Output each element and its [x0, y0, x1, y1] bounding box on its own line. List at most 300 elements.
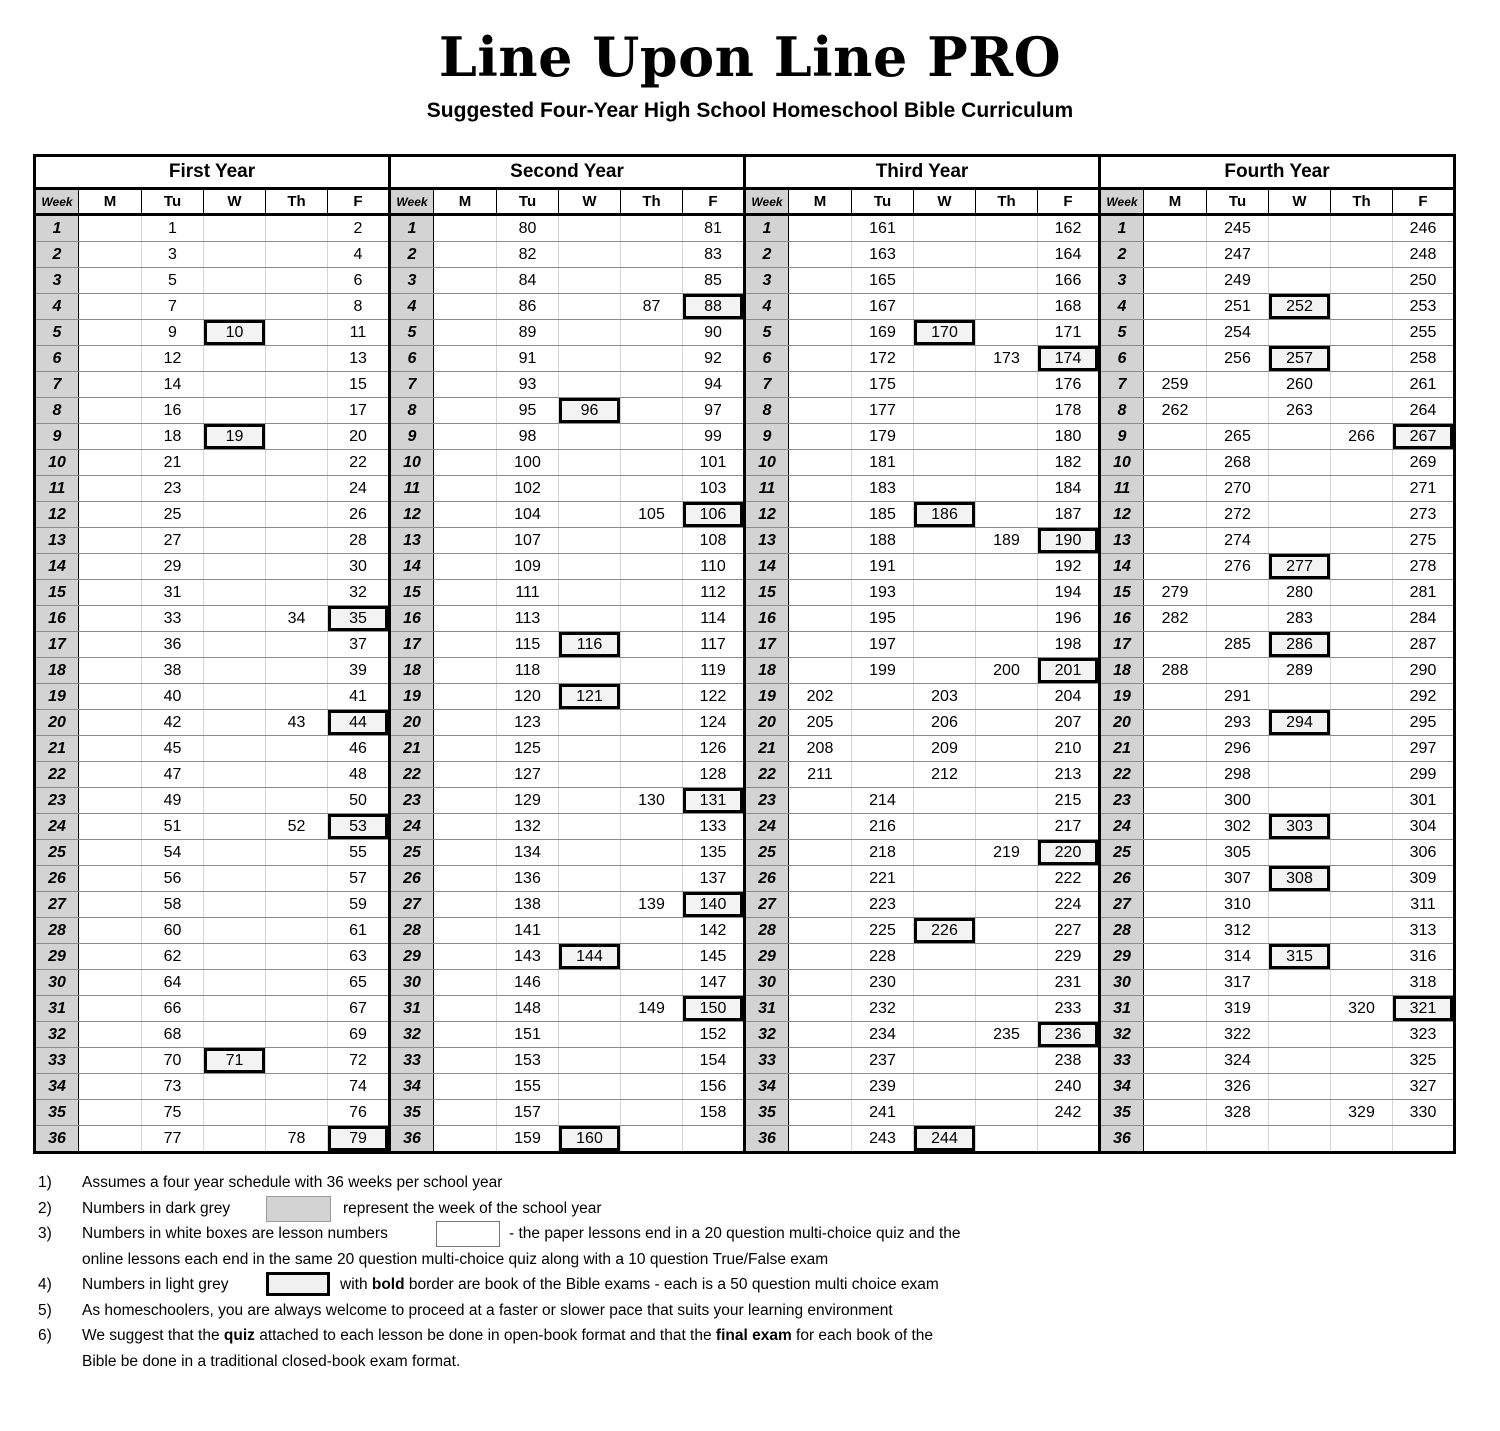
lesson-cell-f: 59 — [328, 892, 390, 918]
lesson-cell-m: 288 — [1144, 658, 1207, 684]
lesson-cell-th — [976, 814, 1038, 840]
lesson-cell-f: 229 — [1038, 944, 1100, 970]
lesson-cell-f: 292 — [1393, 684, 1455, 710]
lesson-cell-m: 202 — [789, 684, 852, 710]
lesson-cell-th — [621, 658, 683, 684]
lesson-cell-w — [1269, 1022, 1331, 1048]
lesson-cell-w — [914, 632, 976, 658]
lesson-cell-w — [1269, 918, 1331, 944]
lesson-cell-f: 309 — [1393, 866, 1455, 892]
lesson-cell-tu: 249 — [1207, 268, 1269, 294]
lesson-cell-tu: 45 — [142, 736, 204, 762]
lesson-cell-tu: 159 — [497, 1126, 559, 1153]
lesson-cell-tu: 291 — [1207, 684, 1269, 710]
week-number-cell: 23 — [1100, 788, 1144, 814]
exam-cell-w: 19 — [204, 424, 266, 450]
lesson-cell-th — [1331, 528, 1393, 554]
week-number-cell: 10 — [745, 450, 789, 476]
exam-cell-w: 116 — [559, 632, 621, 658]
week-number-cell: 14 — [745, 554, 789, 580]
week-number-cell: 8 — [390, 398, 434, 424]
week-number-cell: 21 — [35, 736, 79, 762]
lesson-cell-tu: 9 — [142, 320, 204, 346]
table-row — [35, 398, 1455, 424]
week-number-cell: 34 — [390, 1074, 434, 1100]
lesson-cell-tu: 36 — [142, 632, 204, 658]
week-number-cell: 30 — [35, 970, 79, 996]
table-row — [35, 580, 1455, 606]
week-number-cell: 8 — [1100, 398, 1144, 424]
lesson-cell-m — [1144, 1074, 1207, 1100]
lesson-cell-f — [1038, 1126, 1100, 1153]
lesson-cell-th — [976, 215, 1038, 242]
week-number-cell: 24 — [745, 814, 789, 840]
lesson-cell-w — [1269, 476, 1331, 502]
week-number-cell: 5 — [745, 320, 789, 346]
lesson-cell-th — [266, 736, 328, 762]
lesson-cell-w — [914, 215, 976, 242]
note-text: Bible be done in a traditional closed-book exam format. — [82, 1352, 461, 1370]
lesson-cell-tu: 167 — [852, 294, 914, 320]
column-header-m: M — [434, 189, 497, 215]
note-text-continued: represent the week of the school year — [343, 1199, 602, 1217]
lesson-cell-m — [1144, 684, 1207, 710]
week-number-cell: 26 — [35, 866, 79, 892]
column-header-week: Week — [390, 189, 434, 215]
table-row — [35, 1074, 1455, 1100]
week-number-cell: 7 — [1100, 372, 1144, 398]
lesson-cell-f: 250 — [1393, 268, 1455, 294]
lesson-cell-w: 283 — [1269, 606, 1331, 632]
lesson-cell-w — [204, 580, 266, 606]
lesson-cell-th — [1331, 788, 1393, 814]
lesson-cell-th — [976, 944, 1038, 970]
lesson-cell-tu: 319 — [1207, 996, 1269, 1022]
lesson-cell-m: 205 — [789, 710, 852, 736]
exam-cell-w: 96 — [559, 398, 621, 424]
lesson-cell-tu: 241 — [852, 1100, 914, 1126]
lesson-cell-th — [976, 424, 1038, 450]
lesson-cell-tu: 312 — [1207, 918, 1269, 944]
lesson-cell-th — [976, 710, 1038, 736]
lesson-cell-w — [1269, 970, 1331, 996]
lesson-cell-w — [559, 242, 621, 268]
lesson-cell-f: 194 — [1038, 580, 1100, 606]
lesson-cell-w — [559, 918, 621, 944]
lesson-cell-th — [976, 918, 1038, 944]
week-number-cell: 13 — [745, 528, 789, 554]
lesson-cell-m — [79, 736, 142, 762]
lesson-cell-w — [914, 892, 976, 918]
lesson-cell-th — [1331, 242, 1393, 268]
lesson-cell-m — [1144, 762, 1207, 788]
lesson-cell-f: 154 — [683, 1048, 745, 1074]
lesson-cell-f: 41 — [328, 684, 390, 710]
week-number-cell: 17 — [745, 632, 789, 658]
lesson-cell-f: 46 — [328, 736, 390, 762]
lesson-cell-f: 94 — [683, 372, 745, 398]
lesson-cell-tu: 270 — [1207, 476, 1269, 502]
lesson-cell-m — [1144, 215, 1207, 242]
lesson-cell-f: 147 — [683, 970, 745, 996]
lesson-cell-th — [266, 372, 328, 398]
lesson-cell-tu: 237 — [852, 1048, 914, 1074]
lesson-cell-m — [79, 606, 142, 632]
lesson-cell-f: 168 — [1038, 294, 1100, 320]
lesson-cell-th — [621, 944, 683, 970]
lesson-cell-w — [559, 346, 621, 372]
column-header-tu: Tu — [852, 189, 914, 215]
lesson-cell-w — [204, 215, 266, 242]
lesson-cell-w — [559, 736, 621, 762]
week-number-cell: 29 — [390, 944, 434, 970]
lesson-cell-w — [914, 788, 976, 814]
lesson-cell-f: 63 — [328, 944, 390, 970]
lesson-cell-w — [1269, 1126, 1331, 1153]
lesson-cell-th — [976, 632, 1038, 658]
lesson-cell-th: 52 — [266, 814, 328, 840]
column-header-f: F — [328, 189, 390, 215]
lesson-cell-m — [789, 268, 852, 294]
lesson-cell-f: 215 — [1038, 788, 1100, 814]
week-number-cell: 4 — [745, 294, 789, 320]
lesson-cell-w — [914, 294, 976, 320]
lesson-cell-th — [621, 1126, 683, 1153]
week-number-cell: 28 — [745, 918, 789, 944]
lesson-cell-f: 28 — [328, 528, 390, 554]
lesson-cell-tu: 181 — [852, 450, 914, 476]
year-header: Fourth Year — [1100, 156, 1455, 189]
column-header-m: M — [1144, 189, 1207, 215]
lesson-cell-m — [789, 528, 852, 554]
lesson-cell-m — [79, 215, 142, 242]
lesson-cell-th — [266, 1100, 328, 1126]
lesson-cell-m — [434, 736, 497, 762]
week-number-cell: 20 — [35, 710, 79, 736]
lesson-cell-f: 192 — [1038, 554, 1100, 580]
lesson-cell-w — [204, 554, 266, 580]
week-number-cell: 6 — [35, 346, 79, 372]
lesson-cell-f — [1393, 1126, 1455, 1153]
lesson-cell-th — [266, 970, 328, 996]
column-header-m: M — [79, 189, 142, 215]
lesson-cell-w — [204, 658, 266, 684]
week-number-cell: 14 — [390, 554, 434, 580]
week-number-cell: 15 — [390, 580, 434, 606]
lesson-cell-f: 99 — [683, 424, 745, 450]
week-number-cell: 9 — [1100, 424, 1144, 450]
week-number-cell: 16 — [390, 606, 434, 632]
lesson-cell-w — [1269, 268, 1331, 294]
week-number-cell: 15 — [35, 580, 79, 606]
lesson-cell-f: 122 — [683, 684, 745, 710]
lesson-cell-th — [1331, 736, 1393, 762]
lesson-cell-w — [914, 1048, 976, 1074]
lesson-cell-tu: 296 — [1207, 736, 1269, 762]
lesson-cell-m — [434, 346, 497, 372]
lesson-cell-f: 55 — [328, 840, 390, 866]
lesson-cell-tu — [852, 736, 914, 762]
lesson-cell-tu: 104 — [497, 502, 559, 528]
lesson-cell-th — [1331, 1126, 1393, 1153]
lesson-cell-w — [559, 840, 621, 866]
exam-cell-f: 267 — [1393, 424, 1455, 450]
week-number-cell: 13 — [1100, 528, 1144, 554]
lesson-cell-f: 242 — [1038, 1100, 1100, 1126]
note-text: Assumes a four year schedule with 36 weeks per school year — [82, 1174, 503, 1191]
lesson-cell-tu: 109 — [497, 554, 559, 580]
lesson-cell-m — [434, 372, 497, 398]
lesson-cell-f: 126 — [683, 736, 745, 762]
week-number-cell: 6 — [745, 346, 789, 372]
lesson-cell-f: 110 — [683, 554, 745, 580]
lesson-cell-m — [79, 476, 142, 502]
exam-cell-f: 201 — [1038, 658, 1100, 684]
week-number-cell: 3 — [745, 268, 789, 294]
week-number-cell: 5 — [1100, 320, 1144, 346]
year-header-row — [35, 156, 1455, 189]
lesson-cell-m — [789, 892, 852, 918]
table-row — [35, 1100, 1455, 1126]
lesson-cell-tu: 199 — [852, 658, 914, 684]
lesson-cell-th — [976, 554, 1038, 580]
lesson-cell-w — [914, 944, 976, 970]
lesson-cell-w — [914, 866, 976, 892]
lesson-cell-w — [914, 658, 976, 684]
lesson-cell-th — [621, 762, 683, 788]
lesson-cell-m — [1144, 268, 1207, 294]
week-number-cell: 17 — [390, 632, 434, 658]
lesson-cell-m — [1144, 736, 1207, 762]
week-number-cell: 3 — [1100, 268, 1144, 294]
lesson-cell-m — [79, 814, 142, 840]
note-bold-fragment: quiz — [223, 1327, 255, 1344]
note-bold-fragment: bold — [371, 1276, 405, 1293]
lesson-cell-tu: 47 — [142, 762, 204, 788]
lesson-cell-f: 65 — [328, 970, 390, 996]
exam-cell-f: 44 — [328, 710, 390, 736]
lesson-cell-m — [434, 242, 497, 268]
lesson-cell-m — [434, 1048, 497, 1074]
lesson-cell-m — [434, 398, 497, 424]
week-number-cell: 1 — [390, 215, 434, 242]
lesson-cell-f: 299 — [1393, 762, 1455, 788]
lesson-cell-m: 282 — [1144, 606, 1207, 632]
lesson-cell-w — [559, 710, 621, 736]
table-row — [35, 268, 1455, 294]
column-header-th: Th — [976, 189, 1038, 215]
lesson-cell-tu: 73 — [142, 1074, 204, 1100]
lesson-cell-w: 209 — [914, 736, 976, 762]
week-number-cell: 1 — [35, 215, 79, 242]
table-row — [35, 1048, 1455, 1074]
lesson-cell-f: 128 — [683, 762, 745, 788]
note-number: 3) — [38, 1225, 52, 1242]
table-row — [35, 346, 1455, 372]
week-number-cell: 2 — [35, 242, 79, 268]
lesson-cell-m — [789, 580, 852, 606]
lesson-cell-f: 224 — [1038, 892, 1100, 918]
lesson-cell-f: 114 — [683, 606, 745, 632]
lesson-cell-th — [1331, 554, 1393, 580]
lesson-cell-w — [559, 892, 621, 918]
lesson-cell-th — [1331, 814, 1393, 840]
lesson-cell-f: 4 — [328, 242, 390, 268]
lesson-cell-f: 112 — [683, 580, 745, 606]
lesson-cell-tu: 216 — [852, 814, 914, 840]
lesson-cell-f: 81 — [683, 215, 745, 242]
lesson-cell-tu: 91 — [497, 346, 559, 372]
lesson-cell-f: 258 — [1393, 346, 1455, 372]
lesson-cell-tu: 214 — [852, 788, 914, 814]
lesson-cell-w — [204, 1100, 266, 1126]
lesson-cell-th — [621, 1048, 683, 1074]
lesson-cell-f: 76 — [328, 1100, 390, 1126]
lesson-cell-th: 43 — [266, 710, 328, 736]
lesson-cell-f: 83 — [683, 242, 745, 268]
week-number-cell: 22 — [390, 762, 434, 788]
exam-cell-w: 170 — [914, 320, 976, 346]
lesson-cell-th — [976, 476, 1038, 502]
week-number-cell: 31 — [390, 996, 434, 1022]
week-number-cell: 31 — [35, 996, 79, 1022]
week-number-cell: 21 — [390, 736, 434, 762]
lesson-cell-w: 280 — [1269, 580, 1331, 606]
lesson-cell-tu: 64 — [142, 970, 204, 996]
note-number: 1) — [38, 1174, 52, 1191]
lesson-cell-m — [79, 398, 142, 424]
column-header-w: W — [204, 189, 266, 215]
table-row — [35, 658, 1455, 684]
lesson-cell-w — [1269, 892, 1331, 918]
lesson-cell-tu: 193 — [852, 580, 914, 606]
lesson-cell-f: 92 — [683, 346, 745, 372]
week-number-cell: 11 — [1100, 476, 1144, 502]
table-row — [35, 892, 1455, 918]
lesson-cell-tu — [1207, 658, 1269, 684]
lesson-cell-tu: 127 — [497, 762, 559, 788]
lesson-cell-m — [789, 554, 852, 580]
note-text: Numbers in dark grey — [82, 1199, 231, 1217]
lesson-cell-w — [1269, 424, 1331, 450]
lesson-cell-m — [79, 684, 142, 710]
lesson-cell-w — [559, 658, 621, 684]
note-text: Numbers in white boxes are lesson numbers — [82, 1225, 388, 1242]
week-number-cell: 31 — [745, 996, 789, 1022]
week-number-cell: 24 — [35, 814, 79, 840]
table-row — [35, 320, 1455, 346]
lesson-cell-tu: 234 — [852, 1022, 914, 1048]
lesson-cell-w — [559, 294, 621, 320]
lesson-cell-th — [976, 398, 1038, 424]
exam-cell-w: 277 — [1269, 554, 1331, 580]
week-number-cell: 26 — [390, 866, 434, 892]
week-number-cell: 21 — [1100, 736, 1144, 762]
lesson-cell-tu: 256 — [1207, 346, 1269, 372]
lesson-cell-tu: 113 — [497, 606, 559, 632]
lesson-cell-tu: 254 — [1207, 320, 1269, 346]
lesson-cell-w — [559, 215, 621, 242]
lesson-cell-w — [559, 320, 621, 346]
lesson-cell-m — [789, 1048, 852, 1074]
lesson-cell-m — [79, 1074, 142, 1100]
lesson-cell-th — [976, 684, 1038, 710]
lesson-cell-m — [434, 424, 497, 450]
lesson-cell-th — [621, 1022, 683, 1048]
lesson-cell-m — [434, 580, 497, 606]
week-number-cell: 14 — [1100, 554, 1144, 580]
lesson-cell-w — [204, 632, 266, 658]
year-header: First Year — [35, 156, 390, 189]
exam-cell-f: 106 — [683, 502, 745, 528]
lesson-cell-m — [79, 840, 142, 866]
lesson-cell-f: 152 — [683, 1022, 745, 1048]
lesson-cell-th — [1331, 476, 1393, 502]
lesson-cell-th — [1331, 294, 1393, 320]
lesson-cell-w — [559, 788, 621, 814]
lesson-cell-th — [266, 580, 328, 606]
lesson-cell-th — [266, 892, 328, 918]
lesson-cell-w — [914, 814, 976, 840]
lesson-cell-tu: 95 — [497, 398, 559, 424]
lesson-cell-tu: 23 — [142, 476, 204, 502]
week-number-cell: 11 — [390, 476, 434, 502]
lesson-cell-m — [434, 1100, 497, 1126]
lesson-cell-th: 173 — [976, 346, 1038, 372]
column-header-w: W — [914, 189, 976, 215]
lesson-cell-w — [914, 840, 976, 866]
week-number-cell: 5 — [390, 320, 434, 346]
exam-cell-w: 308 — [1269, 866, 1331, 892]
week-number-cell: 31 — [1100, 996, 1144, 1022]
lesson-cell-tu: 107 — [497, 528, 559, 554]
lesson-cell-w — [914, 1022, 976, 1048]
lesson-cell-m — [1144, 788, 1207, 814]
lesson-cell-tu: 66 — [142, 996, 204, 1022]
lesson-cell-th: 235 — [976, 1022, 1038, 1048]
lesson-cell-th — [976, 450, 1038, 476]
lesson-cell-th — [621, 372, 683, 398]
lesson-cell-m — [434, 658, 497, 684]
exam-cell-f: 190 — [1038, 528, 1100, 554]
lesson-cell-tu: 80 — [497, 215, 559, 242]
lesson-cell-w — [559, 970, 621, 996]
lesson-cell-m — [1144, 476, 1207, 502]
lesson-cell-f: 316 — [1393, 944, 1455, 970]
lesson-cell-w — [914, 554, 976, 580]
lesson-cell-m — [1144, 528, 1207, 554]
lesson-cell-th: 219 — [976, 840, 1038, 866]
lesson-cell-m — [79, 632, 142, 658]
lesson-cell-m — [434, 215, 497, 242]
lesson-cell-th: 320 — [1331, 996, 1393, 1022]
lesson-cell-m — [1144, 242, 1207, 268]
lesson-cell-f: 233 — [1038, 996, 1100, 1022]
lesson-cell-w — [914, 528, 976, 554]
lesson-cell-f: 227 — [1038, 918, 1100, 944]
note-fragment: with — [340, 1276, 372, 1293]
lesson-cell-f: 222 — [1038, 866, 1100, 892]
lesson-cell-m — [789, 840, 852, 866]
lesson-cell-f: 275 — [1393, 528, 1455, 554]
week-number-cell: 33 — [390, 1048, 434, 1074]
note-number: 4) — [38, 1276, 52, 1293]
lesson-cell-f: 323 — [1393, 1022, 1455, 1048]
week-number-cell: 32 — [390, 1022, 434, 1048]
lesson-cell-f: 196 — [1038, 606, 1100, 632]
lesson-cell-f: 311 — [1393, 892, 1455, 918]
lesson-cell-w — [204, 866, 266, 892]
